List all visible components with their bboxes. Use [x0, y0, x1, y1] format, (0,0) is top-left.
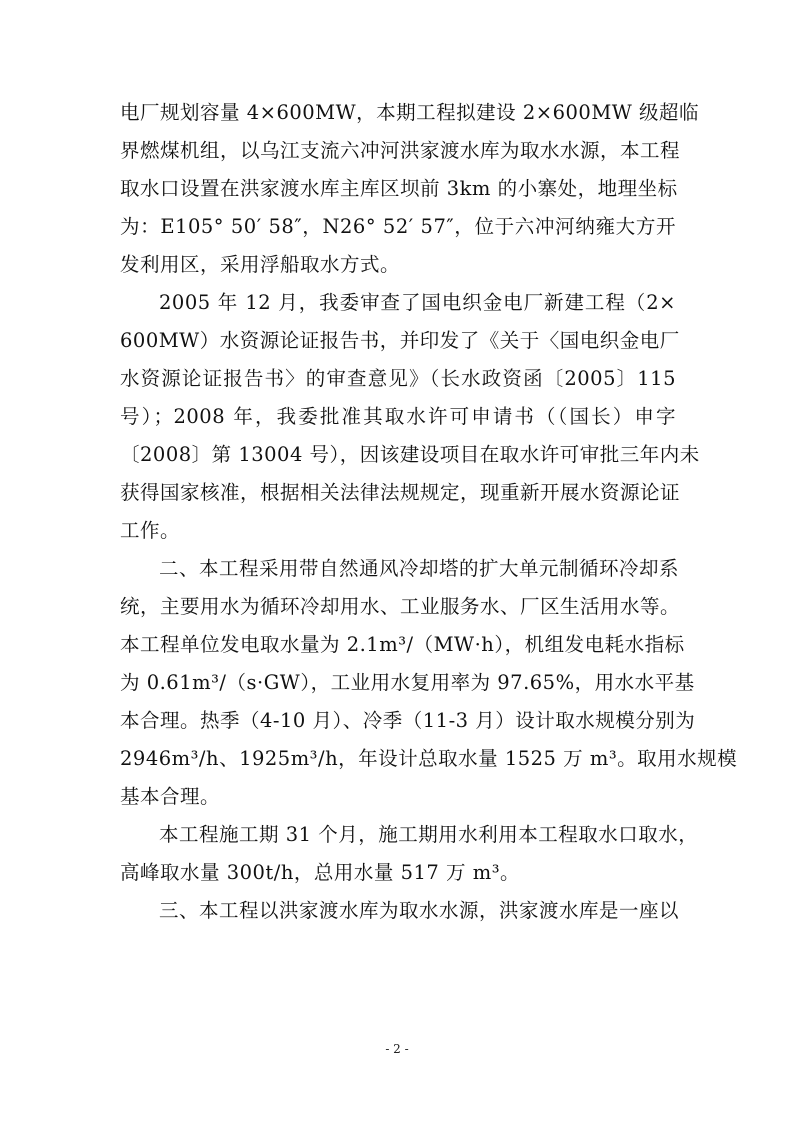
text-line: 号）；2008 年，我委批准其取水许可申请书（（国长）申字 — [120, 405, 676, 428]
paragraph-2 — [120, 284, 700, 550]
text-line: 2946m³/h、1925m³/h，年设计总取水量 1525 万 m³。取用水规模 — [120, 747, 738, 770]
text-line: 本工程单位发电取水量为 2.1m³/（MW·h），机组发电耗水指标 — [120, 633, 685, 656]
text-line: 为 0.61m³/（s·GW），工业用水复用率为 97.65%，用水水平基 — [120, 671, 695, 694]
paragraph-5 — [120, 892, 680, 930]
document-body — [120, 94, 738, 930]
text-line: 〔2008〕第 13004 号），因该建设项目在取水许可审批三年内未 — [120, 443, 700, 466]
text-line: 取水口设置在洪家渡水库主库区坝前 3km 的小寨处，地理坐标 — [120, 177, 678, 200]
page-number: - 2 - — [385, 1042, 409, 1056]
text-line: 为：E105° 50′ 58″，N26° 52′ 57″，位于六冲河纳雍大方开 — [120, 215, 676, 238]
text-line: 发利用区，采用浮船取水方式。 — [120, 253, 401, 276]
text-line: 电厂规划容量 4×600MW，本期工程拟建设 2×600MW 级超临 — [120, 101, 700, 124]
text-line: 基本合理。 — [120, 785, 221, 808]
text-line: 本合理。热季（4-10 月）、冷季（11-3 月）设计取水规模分别为 — [120, 709, 696, 732]
text-line: 600MW）水资源论证报告书，并印发了《关于〈国电织金电厂 — [120, 329, 680, 352]
text-line: 本工程施工期 31 个月，施工期用水利用本工程取水口取水， — [159, 823, 699, 846]
text-line: 高峰取水量 300t/h，总用水量 517 万 m³。 — [120, 861, 521, 884]
text-line: 2005 年 12 月，我委审查了国电织金电厂新建工程（2× — [159, 291, 676, 314]
text-line: 统，主要用水为循环冷却用水、工业服务水、厂区生活用水等。 — [120, 595, 681, 618]
text-line: 三、本工程以洪家渡水库为取水水源，洪家渡水库是一座以 — [159, 899, 680, 922]
text-line: 界燃煤机组，以乌江支流六冲河洪家渡水库为取水水源，本工程 — [120, 139, 681, 162]
text-line: 工作。 — [120, 519, 181, 542]
paragraph-4 — [120, 816, 699, 892]
text-line: 获得国家核准，根据相关法律法规规定，现重新开展水资源论证 — [120, 481, 681, 504]
text-line: 水资源论证报告书〉的审查意见》（长水政资函〔2005〕115 — [120, 367, 676, 390]
paragraph-1 — [120, 94, 700, 284]
paragraph-3 — [120, 550, 738, 816]
text-line: 二、本工程采用带自然通风冷却塔的扩大单元制循环冷却系 — [159, 557, 680, 580]
